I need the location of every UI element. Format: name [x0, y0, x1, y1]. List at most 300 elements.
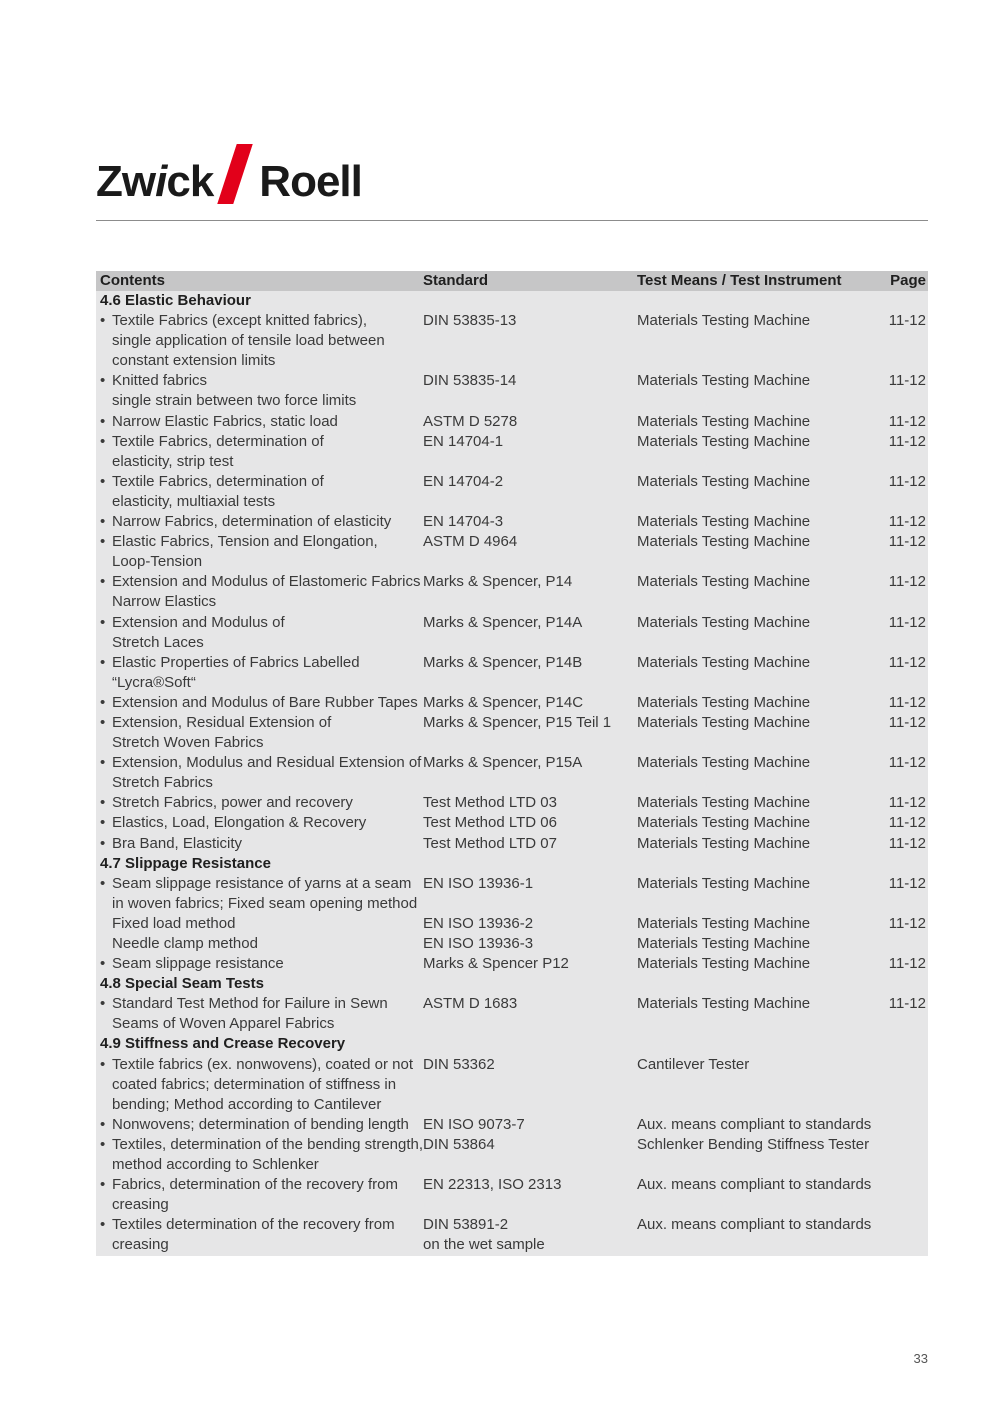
cell-page: [879, 532, 928, 572]
bullet-icon: •: [100, 1176, 106, 1194]
cell-contents: [96, 934, 423, 954]
bullet-icon: •: [100, 955, 106, 973]
item-text: [112, 512, 423, 532]
item-text: [112, 1175, 423, 1215]
cell-page-line: 11-12: [888, 995, 926, 1013]
item-line: Narrow Fabrics, determination of elasticity: [112, 513, 392, 531]
list-item: [100, 472, 423, 512]
cell-test-means-line: Materials Testing Machine: [637, 432, 811, 450]
item-line: creasing: [112, 1236, 169, 1254]
item-line: Textile Fabrics, determination of: [112, 472, 324, 490]
cell-test-means: [637, 753, 879, 793]
table-row: [96, 512, 928, 532]
item-text: [112, 934, 423, 954]
bullet-icon: •: [100, 573, 106, 591]
list-item: [100, 311, 423, 371]
cell-test-means-line: Schlenker Bending Stiffness Tester: [637, 1135, 870, 1153]
cell-page-line: 11-12: [888, 693, 926, 711]
header-standard: Standard: [423, 272, 489, 289]
cell-test-means-line: Materials Testing Machine: [637, 533, 811, 551]
cell-page-line: 11-12: [888, 573, 926, 591]
item-text: [112, 371, 423, 411]
cell-contents: [96, 1175, 423, 1215]
section-heading: 4.9 Stiffness and Crease Recovery: [100, 1035, 346, 1053]
item-line: Seam slippage resistance: [112, 955, 284, 973]
table-row: [96, 613, 928, 653]
cell-standard: [423, 1215, 637, 1255]
cell-page: [879, 693, 928, 713]
item-line: Extension and Modulus of Elastomeric Fabrics: [112, 573, 421, 591]
item-line: Elastic Properties of Fabrics Labelled: [112, 653, 360, 671]
cell-page: [879, 874, 928, 914]
table-row: [96, 793, 928, 813]
cell-page: [879, 934, 928, 954]
bullet-icon: •: [100, 372, 106, 390]
cell-page-line: 11-12: [888, 914, 926, 932]
cell-standard-line: DIN 53362: [423, 1055, 495, 1073]
cell-standard: [423, 954, 637, 974]
cell-standard-line: DIN 53835-13: [423, 312, 517, 330]
cell-standard-line: EN 22313, ISO 2313: [423, 1176, 562, 1194]
item-line: single strain between two force limits: [112, 392, 357, 410]
logo-word-zwick: Zwick: [96, 157, 214, 206]
cell-standard-line: Marks & Spencer, P15 Teil 1: [423, 713, 612, 731]
cell-test-means-line: Materials Testing Machine: [637, 513, 811, 531]
cell-standard: [423, 834, 637, 854]
list-item: [100, 1175, 423, 1215]
cell-standard-line: Marks & Spencer, P14A: [423, 613, 583, 631]
table-row: [96, 874, 928, 914]
item-line: elasticity, multiaxial tests: [112, 492, 276, 510]
cell-contents: [96, 834, 423, 854]
cell-standard-line: EN ISO 9073-7: [423, 1115, 525, 1133]
cell-page-line: 11-12: [888, 613, 926, 631]
list-item: [100, 793, 423, 813]
cell-page-line: 11-12: [888, 834, 926, 852]
item-line: Standard Test Method for Failure in Sewn: [112, 995, 388, 1013]
cell-contents: [96, 613, 423, 653]
cell-standard: [423, 653, 637, 693]
table-header: [96, 271, 928, 291]
item-line: Elastics, Load, Elongation & Recovery: [112, 814, 367, 832]
cell-standard: [423, 1175, 637, 1215]
cell-standard-line: on the wet sample: [423, 1236, 545, 1254]
cell-page-line: 11-12: [888, 533, 926, 551]
cell-page: [879, 432, 928, 472]
cell-page: [879, 613, 928, 653]
cell-standard-line: Test Method LTD 03: [423, 794, 557, 812]
cell-page-line: 11-12: [888, 412, 926, 430]
item-line: “Lycra®Soft“: [112, 673, 196, 691]
item-text: [112, 793, 423, 813]
list-item: [100, 1215, 423, 1255]
item-text: [112, 1055, 423, 1115]
bullet-icon: •: [100, 533, 106, 551]
table-row: [96, 713, 928, 753]
cell-page-line: 11-12: [888, 754, 926, 772]
list-item: [100, 954, 423, 974]
item-line: coated fabrics; determination of stiffness in: [112, 1075, 397, 1093]
cell-contents: [96, 954, 423, 974]
list-item: [100, 934, 423, 954]
cell-page-line: 11-12: [888, 794, 926, 812]
cell-page: [879, 753, 928, 793]
table-row: [96, 934, 928, 954]
cell-test-means: [637, 834, 879, 854]
table-row: [96, 693, 928, 713]
cell-test-means: [637, 572, 879, 612]
cell-page-line: 11-12: [888, 874, 926, 892]
cell-contents: [96, 1115, 423, 1135]
cell-test-means: [637, 512, 879, 532]
cell-page: [879, 914, 928, 934]
cell-test-means: [637, 371, 879, 411]
cell-test-means-line: Materials Testing Machine: [637, 935, 811, 952]
cell-page: [879, 572, 928, 612]
cell-test-means-line: Materials Testing Machine: [637, 955, 811, 973]
cell-contents: [96, 412, 423, 432]
table-row: [96, 834, 928, 854]
item-text: [112, 1135, 423, 1175]
cell-test-means: [637, 432, 879, 472]
bullet-icon: •: [100, 754, 106, 772]
bullet-icon: [100, 934, 112, 954]
cell-page: [879, 412, 928, 432]
bullet-icon: •: [100, 713, 106, 731]
contents-table: [96, 271, 928, 1256]
cell-standard: [423, 432, 637, 472]
item-text: [112, 613, 423, 653]
cell-page: [879, 1115, 928, 1135]
cell-contents: [96, 874, 423, 914]
cell-standard-line: EN 14704-1: [423, 432, 504, 450]
cell-page: [879, 713, 928, 753]
cell-contents: [96, 914, 423, 934]
cell-page: [879, 1175, 928, 1215]
item-line: in woven fabrics; Fixed seam opening method: [112, 894, 418, 912]
bullet-icon: [100, 914, 112, 934]
cell-test-means: [637, 713, 879, 753]
list-item: [100, 813, 423, 833]
item-line: Bra Band, Elasticity: [112, 834, 243, 852]
bullet-icon: •: [100, 312, 106, 330]
cell-page: [879, 1055, 928, 1115]
item-text: [112, 874, 423, 914]
table-row: [96, 1175, 928, 1215]
table-row: [96, 572, 928, 612]
item-line: method according to Schlenker: [112, 1156, 319, 1174]
cell-standard: [423, 934, 637, 954]
cell-test-means: [637, 1115, 879, 1135]
item-text: [112, 472, 423, 512]
item-text: [112, 954, 423, 974]
cell-page: [879, 371, 928, 411]
cell-contents: [96, 311, 423, 371]
cell-page-line: 11-12: [888, 653, 926, 671]
cell-contents: [96, 713, 423, 753]
bullet-icon: •: [100, 995, 106, 1013]
section-heading: 4.8 Special Seam Tests: [100, 975, 264, 993]
cell-standard: [423, 532, 637, 572]
cell-test-means-line: Materials Testing Machine: [637, 834, 811, 852]
item-line: Seam slippage resistance of yarns at a seam: [112, 874, 412, 892]
cell-page: [879, 813, 928, 833]
cell-test-means-line: Materials Testing Machine: [637, 754, 811, 772]
list-item: [100, 532, 423, 572]
cell-page-line: 11-12: [888, 432, 926, 450]
bullet-icon: •: [100, 834, 106, 852]
item-line: Textile Fabrics, determination of: [112, 432, 324, 450]
item-line: Fixed load method: [112, 914, 236, 932]
item-line: Stretch Woven Fabrics: [112, 734, 264, 752]
cell-standard-line: Test Method LTD 06: [423, 814, 557, 832]
bullet-icon: •: [100, 432, 106, 450]
table-row: [96, 1215, 928, 1255]
item-line: Fabrics, determination of the recovery from: [112, 1176, 398, 1194]
cell-standard-line: Marks & Spencer, P14: [423, 573, 573, 591]
item-line: Elastic Fabrics, Tension and Elongation,: [112, 533, 378, 551]
cell-standard: [423, 572, 637, 612]
item-text: [112, 412, 423, 432]
bullet-icon: •: [100, 653, 106, 671]
bullet-icon: •: [100, 412, 106, 430]
table-row: [96, 994, 928, 1034]
cell-standard-line: ASTM D 4964: [423, 533, 518, 551]
cell-test-means-line: Materials Testing Machine: [637, 814, 811, 832]
table-row: [96, 432, 928, 472]
table-row: [96, 1115, 928, 1135]
bullet-icon: •: [100, 513, 106, 531]
cell-test-means: [637, 793, 879, 813]
cell-test-means-line: Materials Testing Machine: [637, 613, 811, 631]
bullet-icon: •: [100, 472, 106, 490]
cell-page: [879, 311, 928, 371]
bullet-icon: •: [100, 814, 106, 832]
cell-standard: [423, 472, 637, 512]
item-line: Extension, Residual Extension of: [112, 713, 332, 731]
cell-contents: [96, 472, 423, 512]
cell-page: [879, 512, 928, 532]
item-line: bending; Method according to Cantilever: [112, 1095, 382, 1113]
cell-test-means-line: Aux. means compliant to standards: [637, 1176, 872, 1194]
cell-page: [879, 1215, 928, 1255]
item-text: [112, 532, 423, 572]
item-line: Narrow Elastics: [112, 593, 217, 611]
bullet-icon: •: [100, 1115, 106, 1133]
cell-standard-line: Marks & Spencer, P14B: [423, 653, 583, 671]
cell-contents: [96, 512, 423, 532]
item-line: Textiles determination of the recovery from: [112, 1216, 395, 1234]
item-line: Seams of Woven Apparel Fabrics: [112, 1015, 335, 1033]
cell-page: [879, 653, 928, 693]
cell-page: [879, 793, 928, 813]
cell-contents: [96, 532, 423, 572]
cell-test-means: [637, 914, 879, 934]
cell-standard: [423, 713, 637, 753]
cell-standard: [423, 994, 637, 1034]
list-item: [100, 432, 423, 472]
item-line: Stretch Fabrics, power and recovery: [112, 794, 353, 812]
cell-test-means: [637, 613, 879, 653]
cell-standard-line: EN ISO 13936-2: [423, 914, 534, 932]
list-item: [100, 874, 423, 914]
cell-standard-line: DIN 53835-14: [423, 372, 517, 390]
cell-standard-line: Marks & Spencer, P15A: [423, 754, 583, 772]
cell-test-means: [637, 311, 879, 371]
cell-page-line: 11-12: [888, 472, 926, 490]
cell-page: [879, 834, 928, 854]
logo-word-roell: Roell: [259, 157, 362, 206]
cell-test-means: [637, 693, 879, 713]
list-item: [100, 693, 423, 713]
cell-standard: [423, 793, 637, 813]
cell-test-means-line: Aux. means compliant to standards: [637, 1216, 872, 1234]
cell-test-means-line: Materials Testing Machine: [637, 653, 811, 671]
cell-page-line: 11-12: [888, 312, 926, 330]
cell-standard-line: EN 14704-3: [423, 513, 504, 531]
table-row: [96, 472, 928, 512]
list-item: [100, 1055, 423, 1115]
cell-test-means: [637, 412, 879, 432]
cell-standard: [423, 412, 637, 432]
cell-page-line: 11-12: [888, 955, 926, 973]
cell-test-means-line: Materials Testing Machine: [637, 312, 811, 330]
cell-test-means: [637, 954, 879, 974]
page-number: 33: [913, 1351, 928, 1366]
item-line: Needle clamp method: [112, 935, 258, 952]
table-body: [96, 291, 928, 1256]
cell-test-means-line: Materials Testing Machine: [637, 372, 811, 390]
cell-standard-line: EN ISO 13936-3: [423, 935, 534, 952]
cell-test-means: [637, 472, 879, 512]
cell-standard: [423, 693, 637, 713]
list-item: [100, 1135, 423, 1175]
list-item: [100, 572, 423, 612]
cell-standard: [423, 1115, 637, 1135]
item-line: Extension and Modulus of Bare Rubber Tapes: [112, 693, 418, 711]
item-line: Extension, Modulus and Residual Extension of: [112, 754, 422, 772]
item-text: [112, 653, 423, 693]
cell-test-means: [637, 532, 879, 572]
bullet-icon: •: [100, 613, 106, 631]
list-item: [100, 834, 423, 854]
table-row: [96, 1135, 928, 1175]
item-text: [112, 994, 423, 1034]
cell-standard-line: EN ISO 13936-1: [423, 874, 534, 892]
item-line: Textiles, determination of the bending strength,: [112, 1135, 424, 1153]
header-page: Page: [890, 272, 926, 289]
cell-test-means-line: Materials Testing Machine: [637, 412, 811, 430]
cell-standard-line: EN 14704-2: [423, 472, 504, 490]
cell-page: [879, 1135, 928, 1175]
cell-test-means: [637, 653, 879, 693]
cell-test-means-line: Materials Testing Machine: [637, 472, 811, 490]
cell-test-means: [637, 994, 879, 1034]
cell-standard-line: ASTM D 5278: [423, 412, 518, 430]
header-rule: [96, 220, 928, 221]
cell-contents: [96, 371, 423, 411]
cell-standard-line: Test Method LTD 07: [423, 834, 557, 852]
list-item: [100, 412, 423, 432]
bullet-icon: •: [100, 1055, 106, 1073]
item-line: single application of tensile load between: [112, 332, 385, 350]
table-row: [96, 311, 928, 371]
cell-contents: [96, 1135, 423, 1175]
cell-standard: [423, 371, 637, 411]
cell-test-means: [637, 1055, 879, 1115]
item-text: [112, 572, 423, 612]
list-item: [100, 713, 423, 753]
cell-standard: [423, 512, 637, 532]
cell-test-means: [637, 1215, 879, 1255]
cell-page: [879, 954, 928, 974]
cell-test-means: [637, 934, 879, 954]
logo-slash-icon: [218, 144, 253, 204]
cell-standard-line: DIN 53864: [423, 1135, 495, 1153]
item-line: Textile fabrics (ex. nonwovens), coated or not: [112, 1055, 413, 1073]
cell-standard: [423, 1135, 637, 1175]
list-item: [100, 994, 423, 1034]
section-heading: 4.6 Elastic Behaviour: [100, 292, 251, 309]
list-item: [100, 653, 423, 693]
cell-page-line: 11-12: [888, 713, 926, 731]
item-line: Stretch Laces: [112, 633, 204, 651]
cell-page-line: 11-12: [888, 513, 926, 531]
header-test-means: Test Means / Test Instrument: [637, 272, 842, 289]
bullet-icon: •: [100, 693, 106, 711]
item-text: [112, 311, 423, 371]
cell-standard: [423, 613, 637, 653]
cell-standard: [423, 1055, 637, 1115]
item-text: [112, 713, 423, 753]
item-line: constant extension limits: [112, 352, 276, 370]
cell-standard-line: Marks & Spencer P12: [423, 955, 569, 973]
cell-page-line: 11-12: [888, 814, 926, 832]
item-text: [112, 432, 423, 472]
cell-test-means-line: Materials Testing Machine: [637, 874, 811, 892]
bullet-icon: •: [100, 1216, 106, 1234]
item-line: Extension and Modulus of: [112, 613, 285, 631]
table-row: [96, 753, 928, 793]
cell-test-means: [637, 813, 879, 833]
cell-standard: [423, 914, 637, 934]
list-item: [100, 753, 423, 793]
cell-test-means-line: Materials Testing Machine: [637, 914, 811, 932]
item-text: [112, 753, 423, 793]
cell-standard: [423, 311, 637, 371]
item-text: [112, 693, 423, 713]
item-line: Stretch Fabrics: [112, 774, 213, 792]
table-row: [96, 653, 928, 693]
cell-standard-line: ASTM D 1683: [423, 995, 518, 1013]
cell-contents: [96, 994, 423, 1034]
cell-standard: [423, 753, 637, 793]
cell-test-means-line: Materials Testing Machine: [637, 573, 811, 591]
table-row: [96, 532, 928, 572]
cell-contents: [96, 753, 423, 793]
cell-contents: [96, 653, 423, 693]
table-row: [96, 371, 928, 411]
list-item: [100, 512, 423, 532]
list-item: [100, 613, 423, 653]
header-contents: Contents: [100, 272, 165, 289]
cell-test-means-line: Materials Testing Machine: [637, 713, 811, 731]
item-line: Nonwovens; determination of bending length: [112, 1115, 409, 1133]
cell-standard: [423, 813, 637, 833]
item-text: [112, 914, 423, 934]
cell-page: [879, 472, 928, 512]
item-line: creasing: [112, 1196, 169, 1214]
